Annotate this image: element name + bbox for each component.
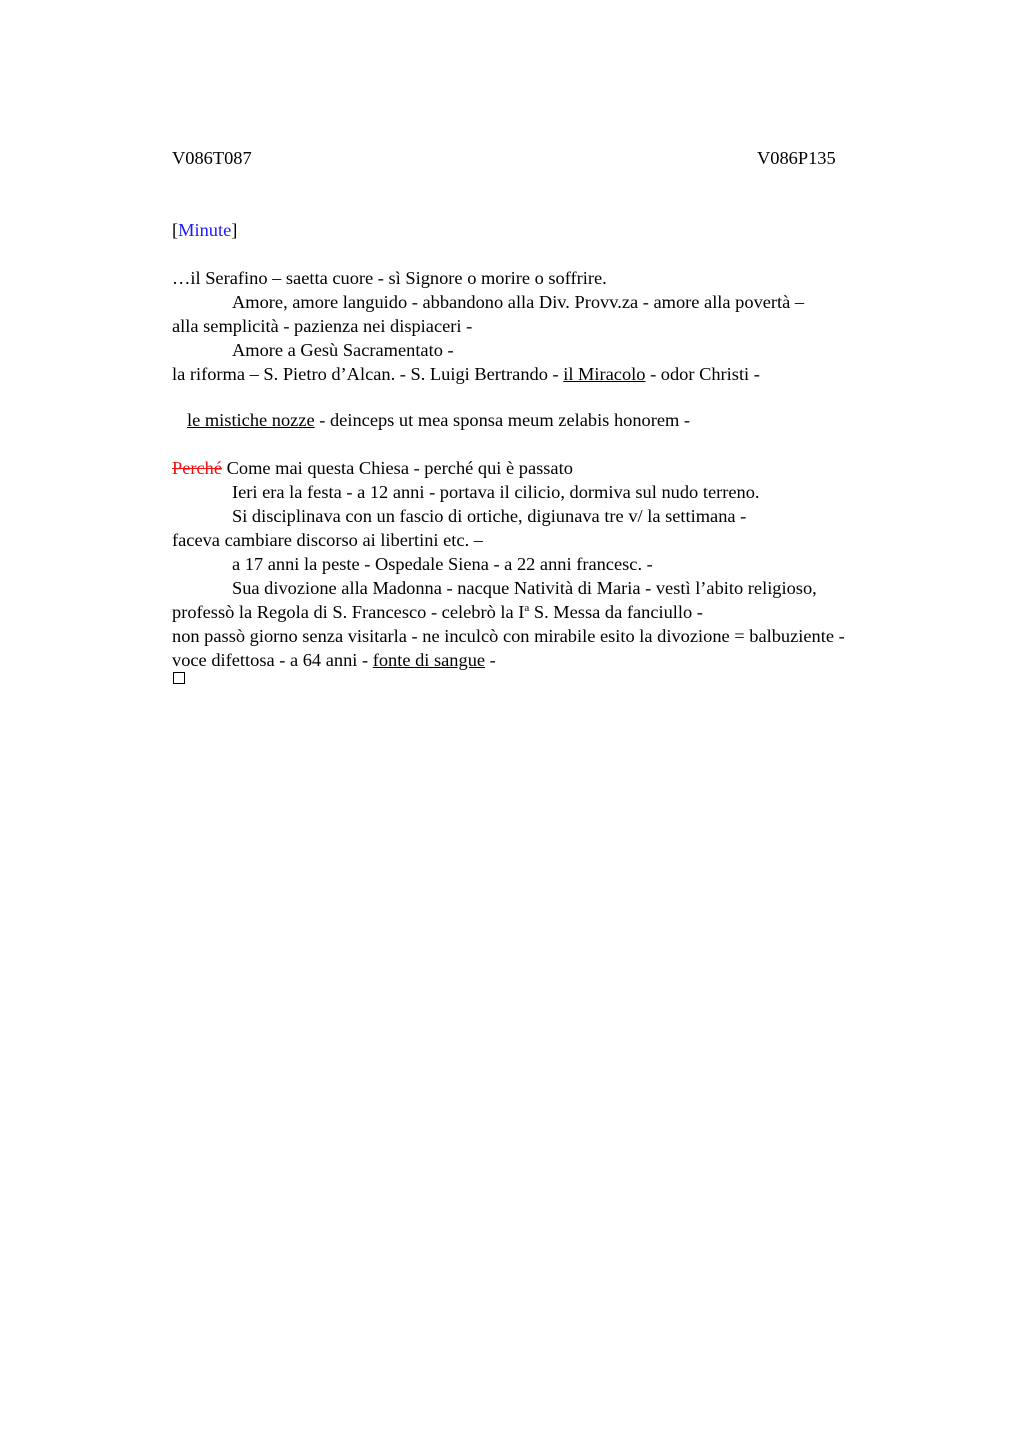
p1-line-4: Amore a Gesù Sacramentato -: [232, 340, 454, 360]
section-label-text: Minute: [178, 220, 232, 240]
bracket-close: ]: [231, 220, 238, 240]
p3-line-2: Ieri era la festa - a 12 anni - portava il cilicio, dormiva sul nudo terreno.: [232, 482, 760, 502]
p3-line-3: Si disciplinava con un fascio di ortiche, digiunava tre v/ la settimana -: [232, 506, 747, 526]
header-line: [172, 146, 932, 170]
p2-text: - deinceps ut mea sponsa meum zelabis honorem -: [314, 410, 691, 430]
p3-line-4: faceva cambiare discorso ai libertini etc. –: [172, 530, 483, 550]
superscript: a: [524, 602, 530, 614]
p1-line-5-underlined: il Miracolo: [563, 364, 646, 384]
p1-line-3: alla semplicità - pazienza nei dispiaceri -: [172, 316, 473, 336]
p1-line-5-text-b: - odor Christi -: [645, 364, 760, 384]
p3-line-5: a 17 anni la peste - Ospedale Siena - a 22 anni francesc. -: [232, 554, 653, 574]
header-left-code: V086T087: [172, 148, 252, 168]
p3-line-7-text-b: S. Messa da fanciullo -: [529, 602, 703, 622]
section-label: [172, 218, 237, 242]
p3-line-6: Sua divozione alla Madonna - nacque Natività di Maria - vestì l’abito religioso,: [232, 578, 817, 598]
p3-line-9-text-b: -: [485, 650, 496, 670]
p3-line-1: [172, 456, 573, 480]
bracket-open: [: [172, 220, 179, 240]
p3-line-9: [172, 648, 496, 672]
p2-line: [187, 408, 690, 432]
p1-line-5: [172, 362, 760, 386]
p3-line-7: [172, 600, 703, 624]
p1-line-1: …il Serafino – saetta cuore - sì Signore o morire o soffrire.: [172, 268, 607, 288]
p1-line-2: Amore, amore languido - abbandono alla Div. Provv.za - amore alla povertà –: [232, 292, 805, 312]
header-right-code: V086P135: [757, 148, 836, 168]
deleted-word: Perché: [172, 458, 223, 478]
p3-line-7-text-a: professò la Regola di S. Francesco - celebrò la I: [172, 602, 525, 622]
p3-line-8: non passò giorno senza visitarla - ne inculcò con mirabile esito la divozione = balbuziente -: [172, 626, 845, 646]
p3-line-9-underlined: fonte di sangue: [372, 650, 486, 670]
p2-underlined: le mistiche nozze: [187, 410, 315, 430]
p3-line-1-text: Come mai questa Chiesa - perché qui è passato: [222, 458, 573, 478]
p1-line-5-text-a: la riforma – S. Pietro d’Alcan. - S. Luigi Bertrando -: [172, 364, 564, 384]
p3-line-9-text-a: voce difettosa - a 64 anni -: [172, 650, 373, 670]
end-box-icon: [173, 672, 185, 684]
